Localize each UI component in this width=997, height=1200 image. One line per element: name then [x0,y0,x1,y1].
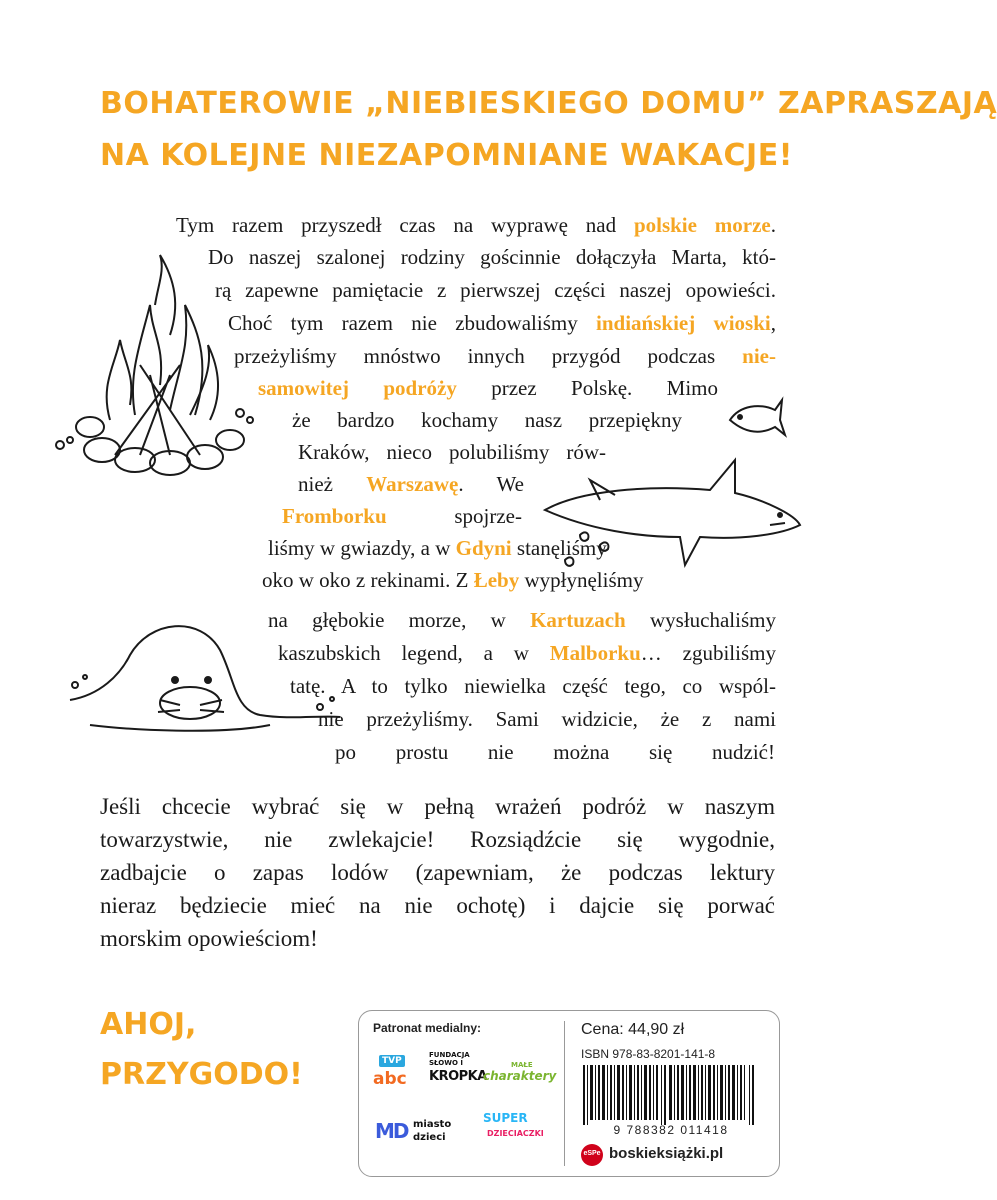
male-text: MAŁE [511,1061,533,1069]
para1-line-6: samowitej podróży przez Polskę. Mimo [258,376,718,400]
fundacja-kropka-logo [429,1051,485,1095]
highlight-polskie-morze: polskie morze [633,213,771,237]
closing-line-2: PRZYGODO! [100,1057,303,1092]
para1-line-1: Tym razem przyszedł czas na wyprawę nad polskie morze. [176,213,776,237]
tvp-badge: TVP [379,1055,405,1067]
miasto-text: miasto [413,1119,452,1130]
tvp-abc-logo [373,1055,423,1095]
para1-line-11: liśmy w gwiazdy, a w Gdyni stanęliśmy [268,536,607,560]
dzieci-text: dzieci [413,1132,446,1143]
info-box [358,1010,780,1177]
closing-slogan [100,1000,303,1100]
para1-line-4: Choć tym razem nie zbudowaliśmy indiańskiej wioski, [228,311,776,335]
invitation-paragraph [100,790,775,955]
md-mark: MD [375,1119,408,1143]
highlight-leby: Łeby [473,568,520,592]
super-text: SUPER [483,1111,528,1125]
para1-line-2: Do naszej szalonej rodziny gościnnie dołączyła Marta, któ- [208,245,776,269]
heading-line-1: BOHATEROWIE „NIEBIESKIEGO DOMU” ZAPRASZAJĄ [100,86,997,121]
fundacja-text: FUNDACJA SŁOWO I [429,1051,470,1067]
barcode-number: 9 788382 011418 [613,1123,729,1137]
price-label: Cena: 44,90 zł [581,1021,685,1038]
para1-line-17: po prostu nie można się nudzić! [335,740,775,764]
back-cover-heading [100,78,997,182]
patronat-label: Patronat medialny: [373,1021,482,1035]
fish-illustration [720,395,790,445]
highlight-samowitej-podrozy: samowitej podróży [258,376,457,400]
para1-line-16: nie przeżyliśmy. Sami widzicie, że z nami [318,707,776,731]
highlight-gdyni: Gdyni [455,536,512,560]
highlight-malborku: Malborku [549,641,641,665]
publisher-name: boskieksiążki.pl [609,1145,724,1162]
para2-row-3: zadbajcie o zapas lodów (zapewniam, że podczas lektury [100,860,775,885]
kropka-text: KROPKA [429,1069,487,1084]
highlight-warszawe: Warszawę [366,472,459,496]
box-divider [564,1021,565,1166]
highlight-nie: nie- [742,344,776,368]
publisher-badge-text: eSPe [583,1150,601,1157]
highlight-fromborku: Fromborku [282,504,387,528]
highlight-indianskiej-wioski: indiańskiej wioski [596,311,771,335]
highlight-kartuzach: Kartuzach [530,608,626,632]
super-dzieciaczki-logo [483,1111,563,1155]
isbn-label: ISBN 978-83-8201-141-8 [581,1047,716,1061]
para2-row-4: nieraz będziecie mieć na nie ochotę) i dajcie się porwać [100,893,775,918]
para2-row-5: morskim opowieściom! [100,926,318,951]
para1-line-8: Kraków, nieco polubiliśmy rów- [298,440,606,464]
miasto-dzieci-logo [375,1115,465,1151]
para1-line-9: nież Warszawę. We [298,472,524,496]
charaktery-text: charaktery [483,1069,557,1083]
para1-line-14: kaszubskich legend, a w Malborku… zgubiliśmy [278,641,776,665]
para1-line-13: na głębokie morze, w Kartuzach wysłuchaliśmy [268,608,776,632]
para1-line-15: tatę. A to tylko niewielka część tego, co wspól- [290,674,776,698]
dzieciaczki-text: DZIECIACZKI [487,1129,544,1138]
barcode-icon [581,1065,761,1125]
para1-line-7: że bardzo kochamy nasz przepiękny [292,408,682,432]
closing-line-1: AHOJ, [100,1007,197,1042]
para1-line-10: Fromborku spojrze- [282,504,522,528]
para1-line-12: oko w oko z rekinami. Z Łeby wypłynęliśmy [262,568,644,592]
para2-row-1: Jeśli chcecie wybrać się w pełną wrażeń podróż w naszym [100,794,775,819]
para1-line-3: rą zapewne pamiętacie z pierwszej części naszej opowieści. [215,278,776,302]
publisher-badge [581,1144,603,1166]
male-charaktery-logo [483,1061,563,1091]
abc-text: abc [373,1069,407,1089]
heading-line-2: NA KOLEJNE NIEZAPOMNIANE WAKACJE! [100,138,793,173]
para2-row-2: towarzystwie, nie zwlekajcie! Rozsiądźcie się wygodnie, [100,827,775,852]
para1-line-5: przeżyliśmy mnóstwo innych przygód podczas nie- [234,344,776,368]
